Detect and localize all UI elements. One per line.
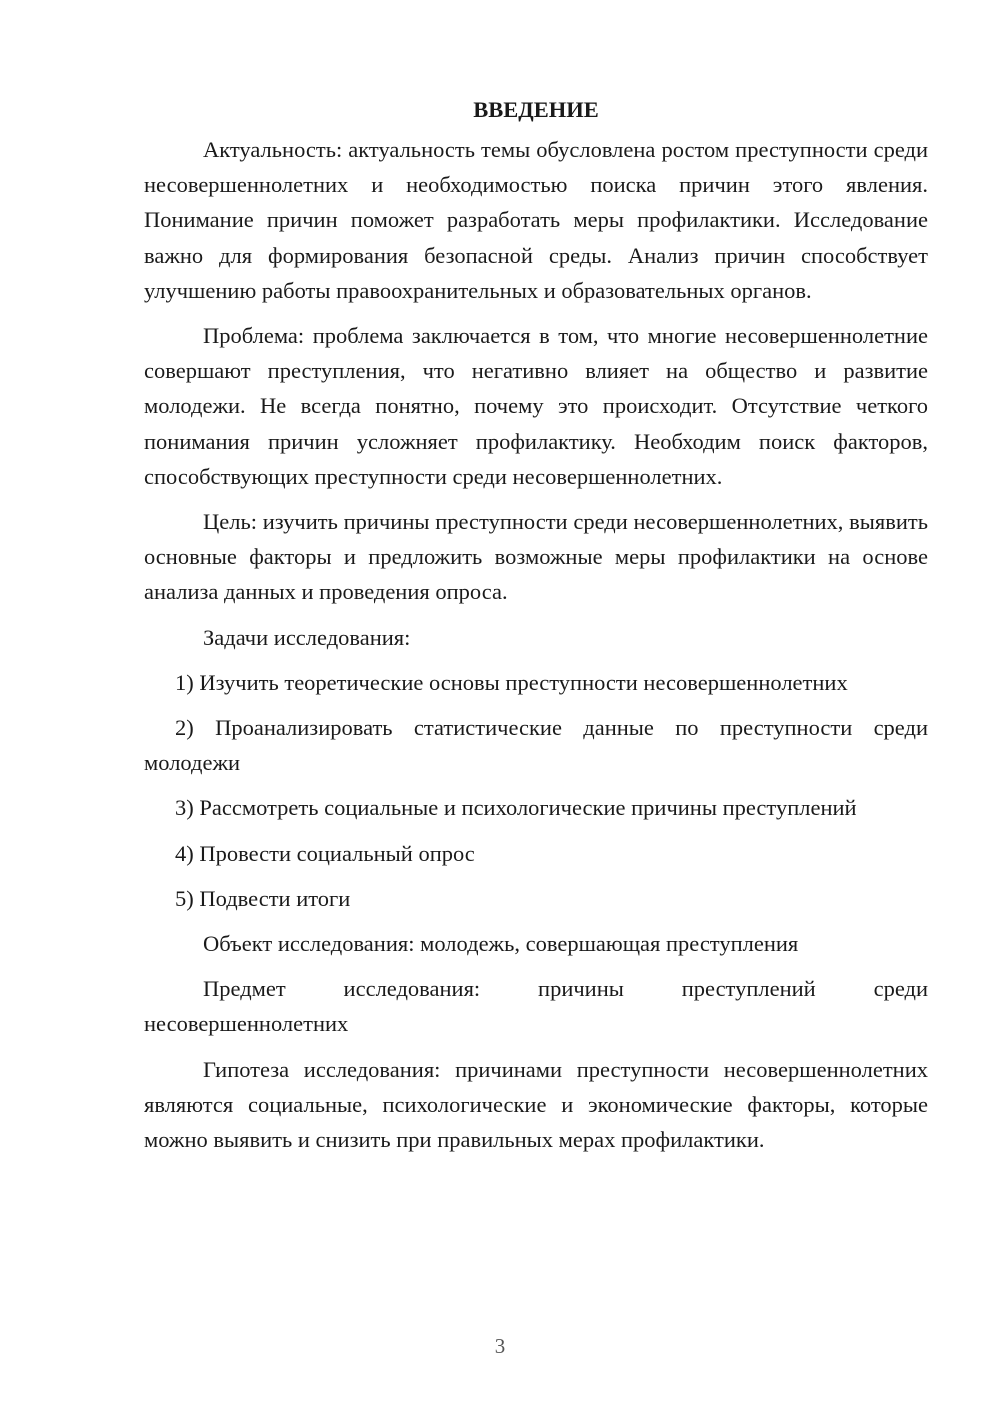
tasks-heading: Задачи исследования: [203,624,411,650]
document-page [144,92,928,1167]
object-paragraph: Объект исследования: молодежь, совершающая преступления [203,931,799,957]
task-item-4: 4) Провести социальный опрос [175,840,475,866]
goal-paragraph: Цель: изучить причины преступности среди несовершеннолетних, выявить основные факторы и предложить возможные меры профилактики на основе анализа данных и проведения опроса. [144,509,928,605]
section-title: ВВЕДЕНИЕ [473,97,599,122]
task-item-3: 3) Рассмотреть социальные и психологические причины преступлений [175,795,857,821]
hypothesis-paragraph: Гипотеза исследования: причинами преступности несовершеннолетних являются социальные, психологические и экономические факторы, которые можно выявить и снизить при правильных мерах профилактики. [144,1056,928,1153]
task-item-5: 5) Подвести итоги [175,885,351,911]
relevance-paragraph: Актуальность: актуальность темы обусловлена ростом преступности среди несовершеннолетних и необходимостью поиска причин этого явления. Понимание причин поможет разработать меры профилактики. Исследование важно для формирования безопасной среды. Анализ причин способствует улучшению работы правоохранительных и образовательных органов. [144,137,928,303]
task-item-1: 1) Изучить теоретические основы преступности несовершеннолетних [175,669,848,695]
page-number: 3 [494,1334,506,1358]
task-item-2: 2) Проанализировать статистические данные по преступности среди молодежи [144,715,928,776]
subject-paragraph: Предмет исследования: причины преступлений среди несовершеннолетних [144,976,928,1037]
problem-paragraph: Проблема: проблема заключается в том, что многие несовершеннолетние совершают преступления, что негативно влияет на общество и развитие молодежи. Не всегда понятно, почему это происходит. Отсутствие четкого понимания причин усложняет профилактику. Необходим поиск факторов, способствующих преступности среди несовершеннолетних. [144,323,928,489]
